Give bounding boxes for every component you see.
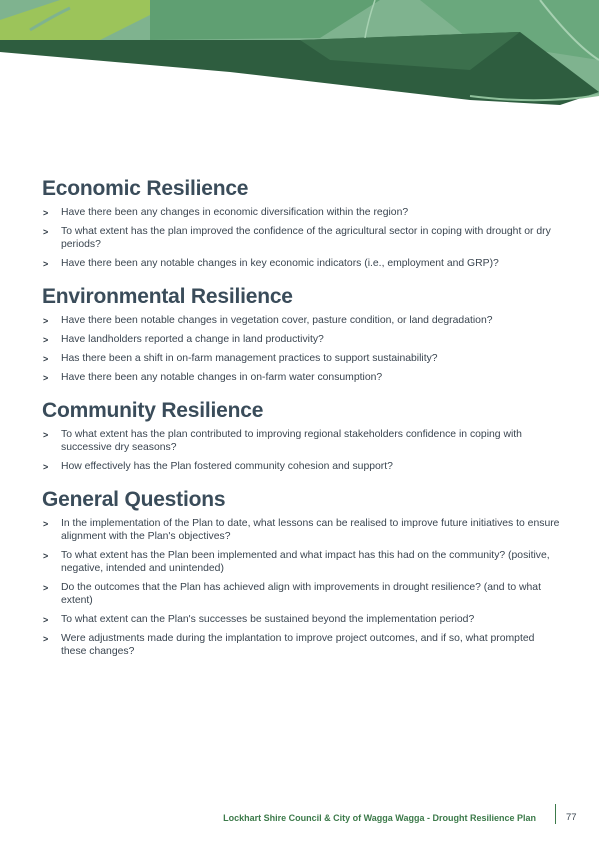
bullet-arrow-icon: > [43, 583, 49, 593]
list-item-text: Have there been any notable changes in key economic indicators (i.e., employment and GRP)? [61, 258, 499, 269]
list-item [42, 225, 562, 251]
bullet-arrow-icon: > [43, 208, 49, 218]
list-item-text: Have there been any changes in economic diversification within the region? [61, 207, 409, 218]
list-item [42, 613, 562, 626]
bullet-arrow-icon: > [43, 259, 49, 269]
section-community [42, 398, 562, 473]
list-item-text: To what extent has the plan improved the confidence of the agricultural sector in coping with drought or dry periods? [61, 226, 551, 250]
page-number: 77 [566, 812, 577, 823]
list-item-text: Were adjustments made during the implantation to improve project outcomes, and if so, what prompted these changes? [61, 633, 535, 657]
list-item [42, 632, 562, 658]
bullet-arrow-icon: > [43, 354, 49, 364]
bullet-arrow-icon: > [43, 634, 49, 644]
list-item-text: To what extent can the Plan's successes be sustained beyond the implementation period? [61, 614, 475, 625]
main-content [42, 176, 562, 672]
section-title: Environmental Resilience [42, 285, 293, 308]
bullet-arrow-icon: > [43, 551, 49, 561]
bullet-arrow-icon: > [43, 335, 49, 345]
bullet-arrow-icon: > [43, 316, 49, 326]
section-title: General Questions [42, 488, 226, 511]
bullet-arrow-icon: > [43, 227, 49, 237]
list-item-text: Have landholders reported a change in land productivity? [61, 334, 324, 345]
section-general [42, 487, 562, 658]
footer-divider [555, 804, 556, 824]
list-item [42, 517, 562, 543]
bullet-arrow-icon: > [43, 519, 49, 529]
list-item [42, 206, 562, 219]
list-item [42, 352, 562, 365]
list-item-text: To what extent has the plan contributed to improving regional stakeholders confidence in coping with successive dry seasons? [61, 429, 522, 453]
list-item [42, 314, 562, 327]
list-item [42, 581, 562, 607]
list-item-text: How effectively has the Plan fostered community cohesion and support? [61, 461, 393, 472]
header-banner [0, 0, 599, 120]
section-title: Economic Resilience [42, 177, 249, 200]
list-item [42, 549, 562, 575]
bullet-arrow-icon: > [43, 373, 49, 383]
section-economic [42, 176, 562, 270]
list-item-text: Have there been notable changes in vegetation cover, pasture condition, or land degradation? [61, 315, 493, 326]
list-item [42, 460, 562, 473]
list-item [42, 333, 562, 346]
list-item [42, 257, 562, 270]
list-item [42, 428, 562, 454]
footer-title: Lockhart Shire Council & City of Wagga Wagga - Drought Resilience Plan [223, 813, 536, 823]
list-item [42, 371, 562, 384]
section-environmental [42, 284, 562, 384]
bullet-arrow-icon: > [43, 615, 49, 625]
section-title: Community Resilience [42, 399, 264, 422]
list-item-text: To what extent has the Plan been implemented and what impact has this had on the community? (positive, negative, intended and unintended) [61, 550, 550, 574]
list-item-text: Have there been any notable changes in on-farm water consumption? [61, 372, 383, 383]
list-item-text: Has there been a shift in on-farm management practices to support sustainability? [61, 353, 438, 364]
list-item-text: Do the outcomes that the Plan has achieved align with improvements in drought resilience? (and to what extent) [61, 582, 541, 606]
list-item-text: In the implementation of the Plan to date, what lessons can be realised to improve future initiatives to ensure alignment with the Plan's objectives? [61, 518, 560, 542]
bullet-arrow-icon: > [43, 462, 49, 472]
bullet-arrow-icon: > [43, 430, 49, 440]
